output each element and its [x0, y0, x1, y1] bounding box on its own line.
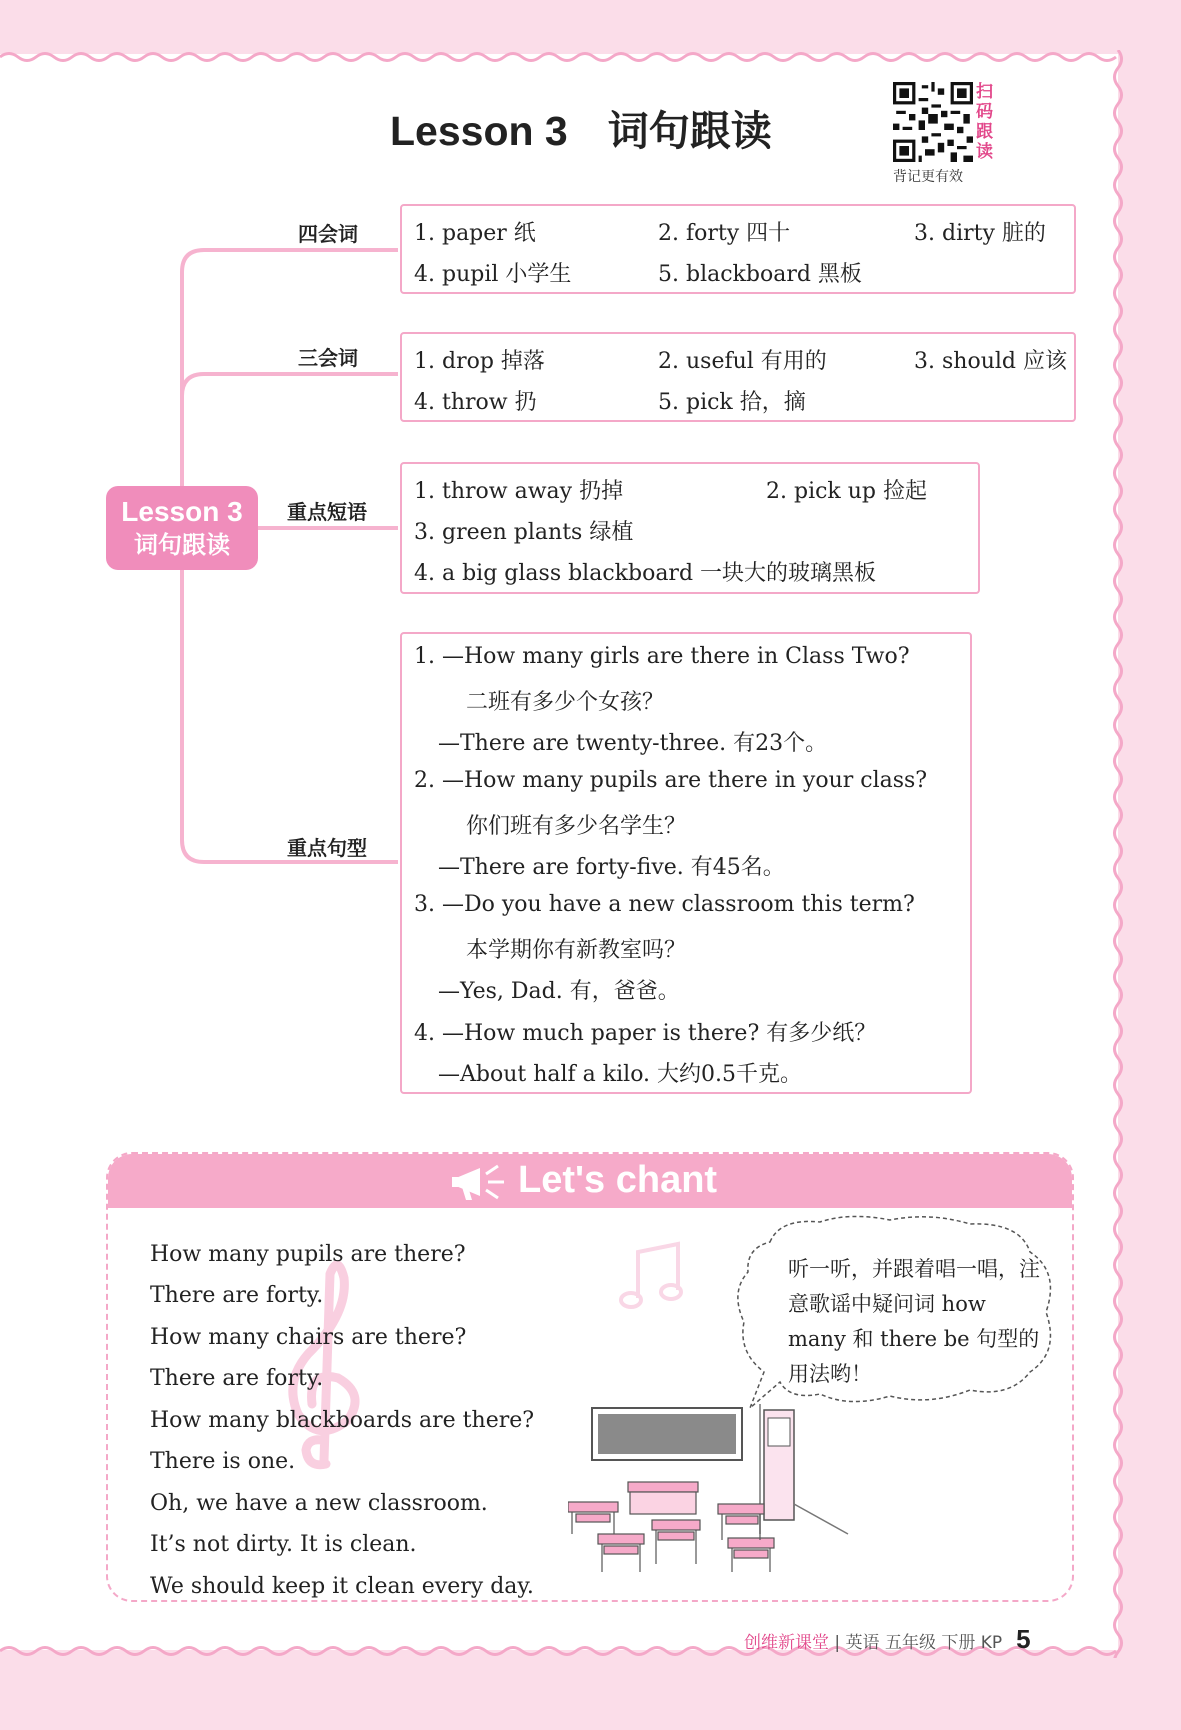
music-note-icon	[618, 1238, 688, 1318]
footer-brand: 创维新课堂	[744, 1633, 829, 1653]
label-three-skill: 三会词	[298, 346, 358, 370]
lets-chant-panel	[106, 1152, 1074, 1602]
word-item: 2. forty 四十	[658, 221, 791, 246]
key-sentences-box	[400, 632, 972, 1094]
three-skill-words-box	[400, 332, 1076, 422]
footer-info: 英语 五年级 下册 KP	[845, 1633, 1003, 1653]
center-line2: 词句跟读	[134, 531, 230, 559]
word-item: 3. should 应该	[914, 349, 1067, 374]
sentence-line: 本学期你有新教室吗？	[466, 938, 687, 963]
sentence-line: 4. —How much paper is there? 有多少纸？	[414, 1021, 877, 1046]
word-item: 4. throw 扔	[414, 390, 537, 415]
chant-line: Oh, we have a new classroom.	[150, 1491, 488, 1516]
sentence-line: —There are forty-five. 有45名。	[438, 855, 785, 880]
sentence-line: —About half a kilo. 大约0.5千克。	[438, 1062, 803, 1087]
sentence-line: —There are twenty-three. 有23个。	[438, 731, 828, 756]
four-skill-words-box	[400, 204, 1076, 294]
label-sentences: 重点句型	[287, 836, 367, 860]
chant-line: There are forty.	[150, 1366, 324, 1391]
sentence-line: 3. —Do you have a new classroom this term?	[414, 892, 915, 917]
word-item: 2. useful 有用的	[658, 349, 827, 374]
sentence-line: 1. —How many girls are there in Class Two?	[414, 644, 910, 669]
word-item: 5. blackboard 黑板	[658, 262, 862, 287]
phrase-item: 4. a big glass blackboard 一块大的玻璃黑板	[414, 561, 877, 586]
label-four-skill: 四会词	[298, 222, 358, 246]
title-en: Lesson 3	[390, 108, 568, 154]
chant-line: There are forty.	[150, 1283, 324, 1308]
sentence-line: 二班有多少个女孩？	[466, 690, 665, 715]
page-footer: 创维新课堂 | 英语 五年级 下册 KP 5	[744, 1624, 1031, 1654]
phrase-item: 3. green plants 绿植	[414, 520, 634, 545]
classroom-illustration	[568, 1384, 888, 1574]
chant-line: It’s not dirty. It is clean.	[150, 1532, 417, 1557]
chant-title: Let's chant	[518, 1159, 718, 1201]
sentence-line: 2. —How many pupils are there in your class?	[414, 768, 928, 793]
sentence-line: —Yes, Dad. 有，爸爸。	[438, 979, 680, 1004]
lesson-center-node	[106, 486, 258, 570]
phrase-item: 2. pick up 捡起	[766, 479, 927, 504]
chant-line: There is one.	[150, 1449, 296, 1474]
megaphone-icon	[450, 1160, 510, 1204]
label-phrases: 重点短语	[287, 500, 367, 524]
sentence-line: 你们班有多少名学生？	[466, 814, 687, 839]
chant-line: How many blackboards are there?	[150, 1408, 535, 1433]
phrase-item: 1. throw away 扔掉	[414, 479, 624, 504]
chant-line: We should keep it clean every day.	[150, 1574, 534, 1599]
chant-line: How many chairs are there?	[150, 1325, 467, 1350]
title-cn: 词句跟读	[607, 107, 772, 155]
qr-side-text: 扫码跟读	[976, 82, 993, 162]
chant-line: How many pupils are there?	[150, 1242, 466, 1267]
word-item: 4. pupil 小学生	[414, 262, 572, 287]
page-number: 5	[1016, 1624, 1031, 1654]
word-item: 1. drop 掉落	[414, 349, 545, 374]
word-item: 3. dirty 脏的	[914, 221, 1046, 246]
word-item: 5. pick 拾，摘	[658, 390, 806, 415]
word-item: 1. paper 纸	[414, 221, 536, 246]
key-phrases-box	[400, 462, 980, 594]
center-line1: Lesson 3	[121, 496, 243, 527]
qr-caption: 背记更有效	[893, 169, 963, 185]
chant-instruction: 听一听，并跟着唱一唱，注意歌谣中疑问词 how many 和 there be 句型的用法哟！	[788, 1257, 1040, 1386]
